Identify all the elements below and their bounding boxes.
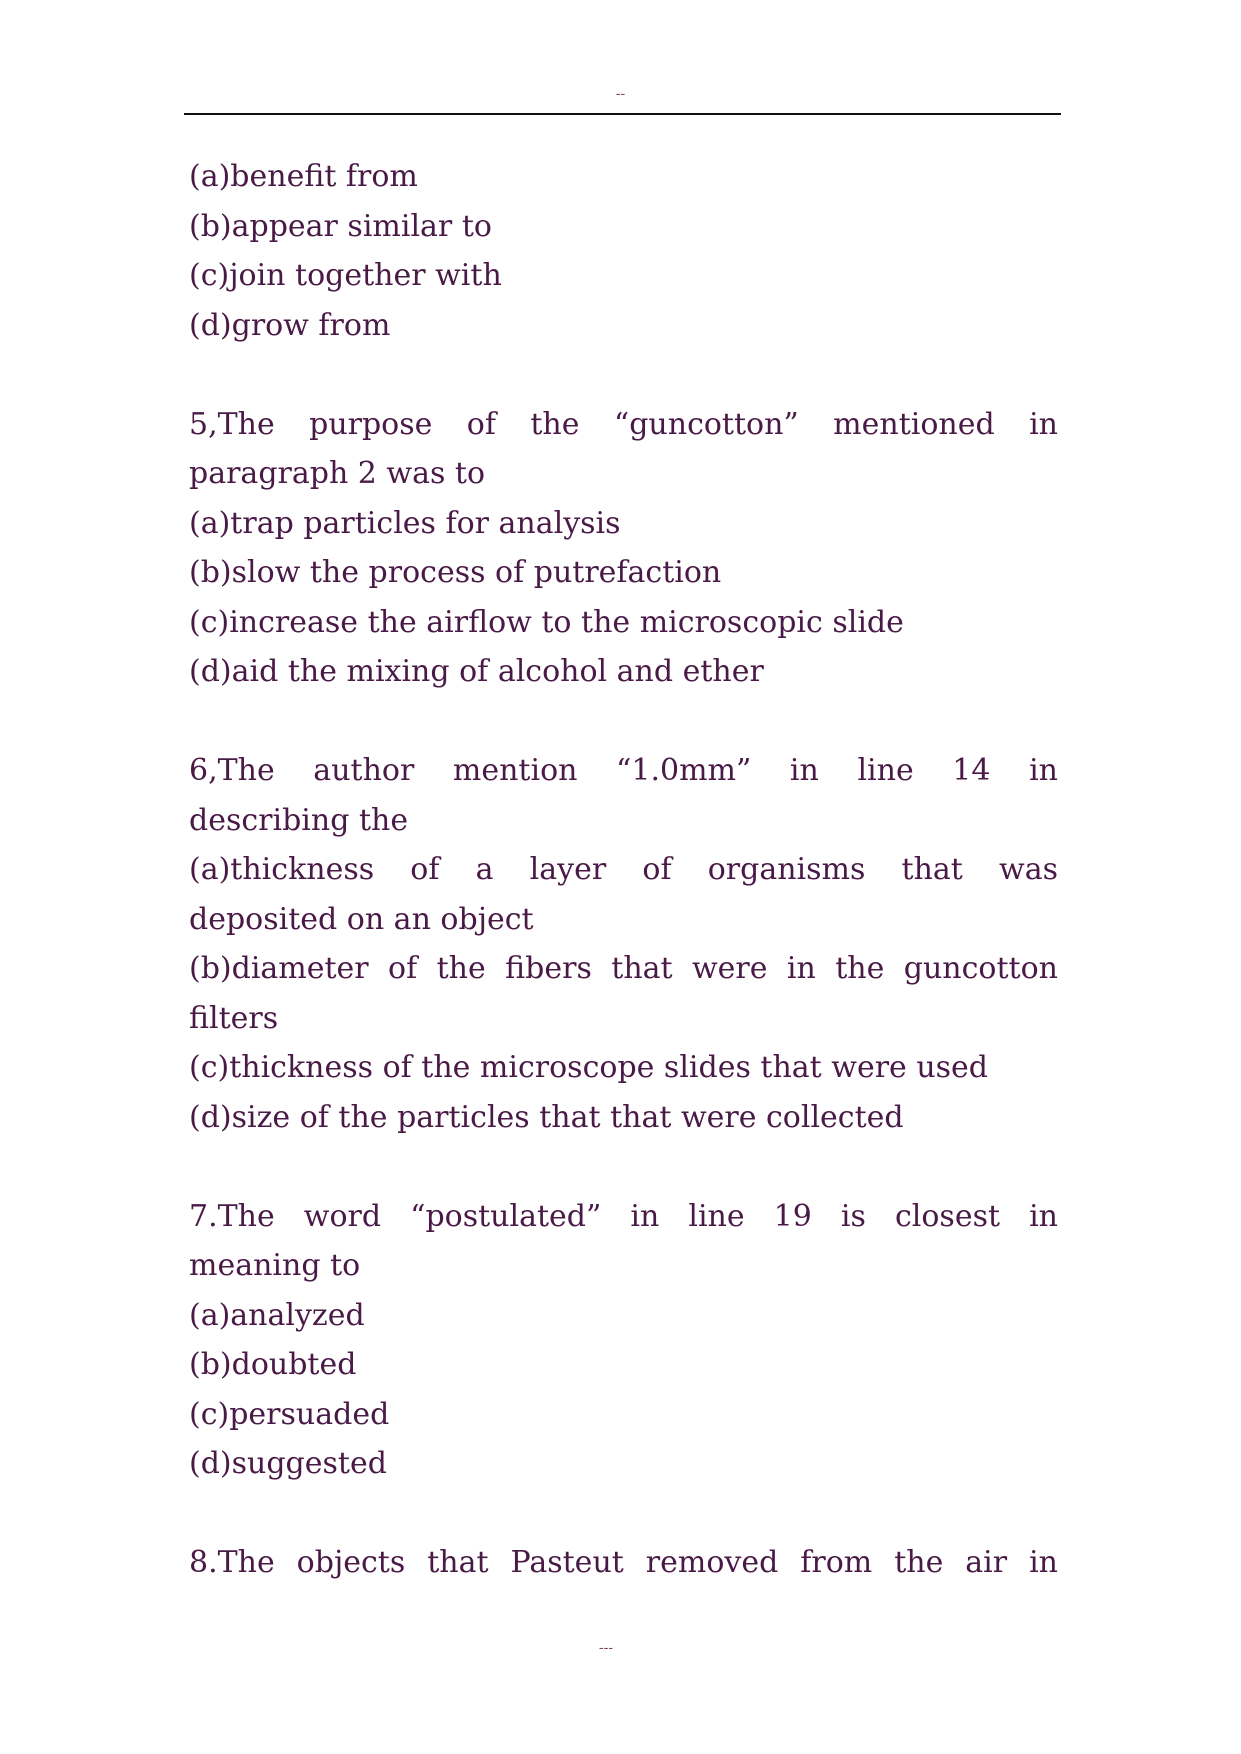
q6-option-b-line1: (b)diameter of the fibers that were in the guncotton bbox=[189, 951, 1058, 986]
q4-option-c: (c)join together with bbox=[189, 258, 502, 293]
q5-stem-line2: paragraph 2 was to bbox=[189, 456, 486, 491]
q4-option-d: (d)grow from bbox=[189, 307, 391, 343]
q7-stem-line2: meaning to bbox=[189, 1248, 361, 1283]
page-content bbox=[189, 152, 1058, 1588]
q6-option-a-line1: (a)thickness of a layer of organisms that was bbox=[189, 852, 1058, 887]
q7-option-c: (c)persuaded bbox=[189, 1396, 390, 1432]
q7-stem-line1: 7.The word “postulated” in line 19 is closest in bbox=[189, 1198, 1058, 1234]
q5-stem-line1: 5,The purpose of the “guncotton” mentioned in bbox=[189, 406, 1058, 442]
header-mark: -- bbox=[615, 86, 626, 102]
q6-stem-line2: describing the bbox=[189, 802, 409, 838]
q6-option-b-line2: filters bbox=[189, 1000, 279, 1036]
q7-option-b: (b)doubted bbox=[189, 1347, 357, 1382]
q5-option-a: (a)trap particles for analysis bbox=[189, 505, 621, 541]
q4-option-a: (a)benefit from bbox=[189, 159, 418, 194]
q5-option-c: (c)increase the airflow to the microscopic slide bbox=[189, 604, 904, 640]
footer-mark: --- bbox=[598, 1640, 614, 1656]
q5-option-b: (b)slow the process of putrefaction bbox=[189, 555, 722, 590]
header-rule bbox=[184, 113, 1061, 115]
spacer bbox=[189, 1142, 1058, 1192]
spacer bbox=[189, 1489, 1058, 1539]
q7-option-d: (d)suggested bbox=[189, 1446, 387, 1481]
q6-stem-line1: 6,The author mention “1.0mm” in line 14 in bbox=[189, 753, 1058, 788]
q7-option-a: (a)analyzed bbox=[189, 1297, 365, 1333]
q5-option-d: (d)aid the mixing of alcohol and ether bbox=[189, 654, 764, 689]
q6-option-d: (d)size of the particles that that were collected bbox=[189, 1099, 904, 1135]
spacer bbox=[189, 697, 1058, 747]
q4-option-b: (b)appear similar to bbox=[189, 208, 492, 244]
spacer bbox=[189, 350, 1058, 400]
q8-stem-line1: 8.The objects that Pasteut removed from the air in bbox=[189, 1545, 1058, 1580]
q6-option-a-line2: deposited on an object bbox=[189, 901, 534, 937]
q6-option-c: (c)thickness of the microscope slides that were used bbox=[189, 1050, 988, 1085]
